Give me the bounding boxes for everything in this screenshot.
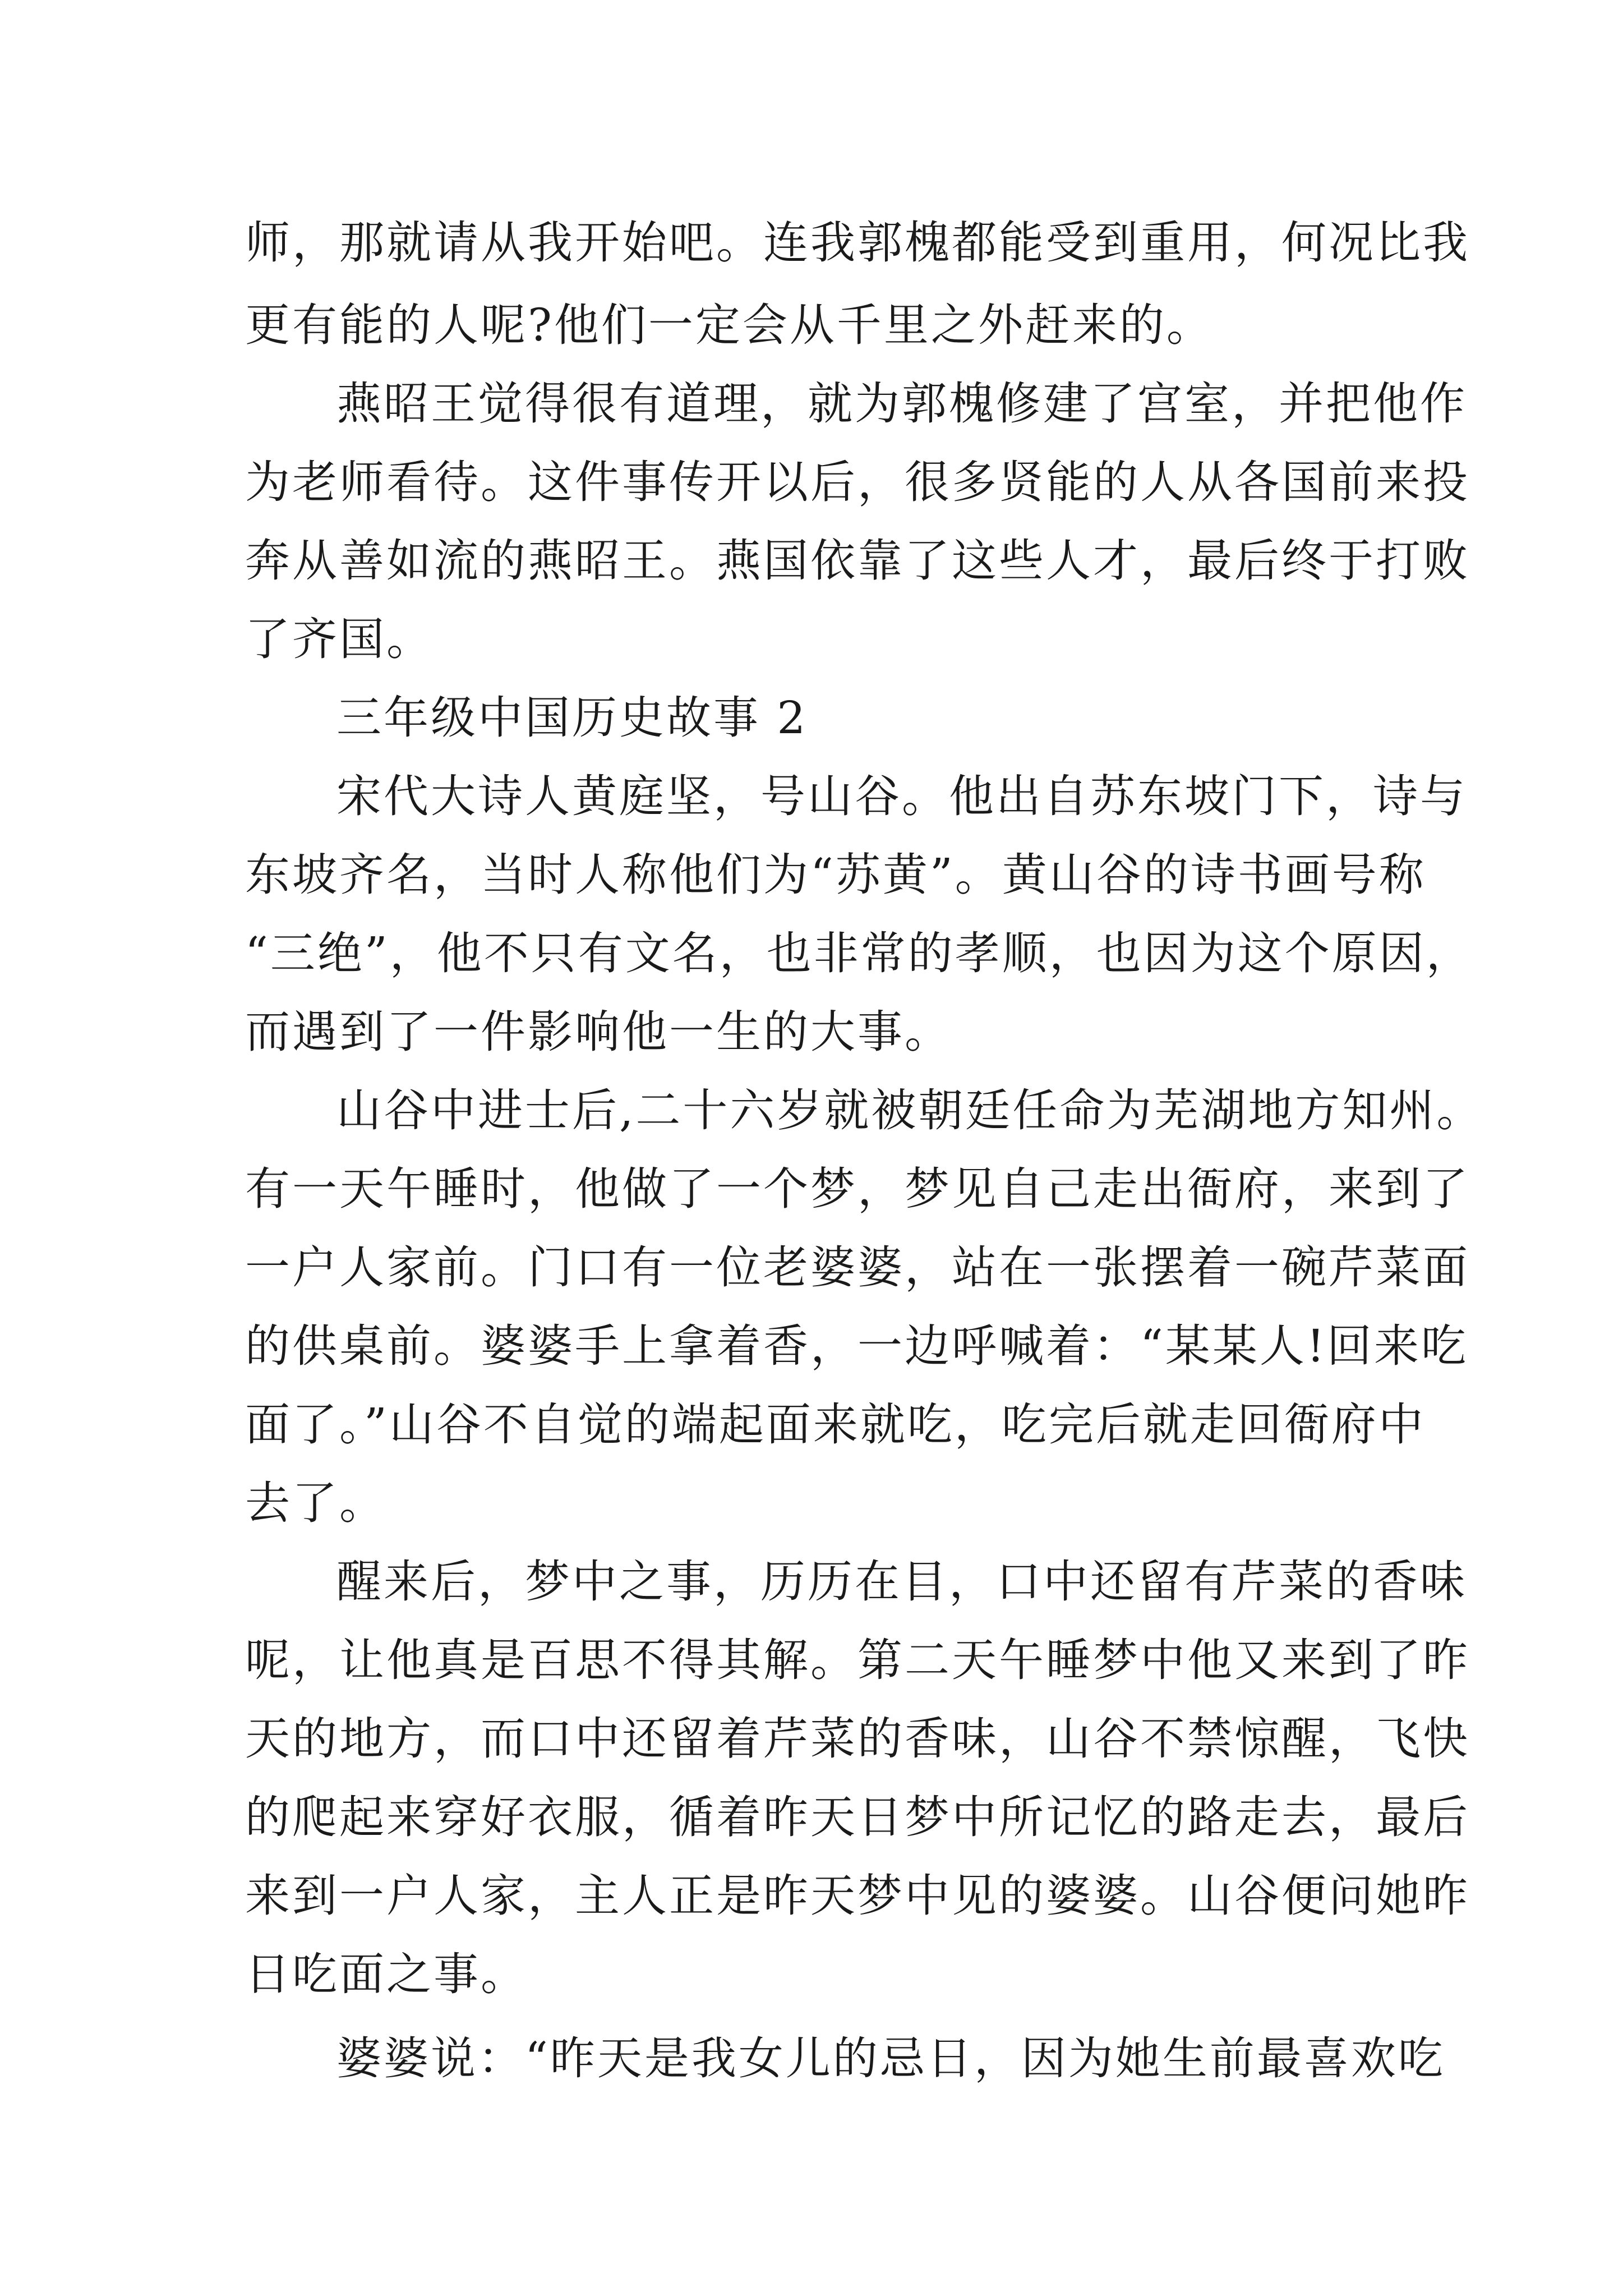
text-line: 师，那就请从我开始吧。连我郭槐都能受到重用，何况比我: [245, 217, 1470, 269]
text-line: 醒来后，梦中之事，历历在目，口中还留有芹菜的香味: [336, 1556, 1467, 1608]
text-line: 宋代大诗人黄庭坚，号山谷。他出自苏东坡门下，诗与: [336, 770, 1467, 822]
text-line: 有一天午睡时，他做了一个梦，梦见自己走出衙府，来到了: [245, 1163, 1470, 1215]
text-line: 日吃面之事。: [245, 1948, 528, 2000]
text-line: 婆婆说：“昨天是我女儿的忌日，因为她生前最喜欢吃: [336, 2032, 1445, 2085]
text-line: 呢，让他真是百思不得其解。第二天午睡梦中他又来到了昨: [245, 1634, 1470, 1686]
text-line: 更有能的人呢?他们一定会从千里之外赶来的。: [245, 299, 1214, 351]
text-line: 天的地方，而口中还留着芹菜的香味，山谷不禁惊醒，飞快: [245, 1713, 1470, 1765]
text-line: 来到一户人家，主人正是昨天梦中见的婆婆。山谷便问她昨: [245, 1870, 1470, 1922]
text-line: 去了。: [245, 1477, 386, 1529]
text-line: 面了。”山谷不自觉的端起面来就吃，吃完后就走回衙府中: [245, 1398, 1426, 1451]
text-line: 的供桌前。婆婆手上拿着香，一边呼喊着：“某某人!回来吃: [245, 1320, 1469, 1372]
text-line: 为老师看待。这件事传开以后，很多贤能的人从各国前来投: [245, 456, 1470, 508]
text-line: 奔从善如流的燕昭王。燕国依靠了这些人才，最后终于打败: [245, 535, 1470, 587]
text-line: 山谷中进士后,二十六岁就被朝廷任命为芜湖地方知州。: [336, 1084, 1484, 1137]
text-line: 的爬起来穿好衣服，循着昨天日梦中所记忆的路走去，最后: [245, 1791, 1470, 1843]
text-line: 而遇到了一件影响他一生的大事。: [245, 1006, 952, 1058]
text-line: 一户人家前。门口有一位老婆婆，站在一张摆着一碗芹菜面: [245, 1241, 1470, 1294]
text-line: 了齐国。: [245, 613, 434, 665]
text-line: “三绝”，他不只有文名，也非常的孝顺，也因为这个原因，: [245, 927, 1473, 979]
text-line: 燕昭王觉得很有道理，就为郭槐修建了宫室，并把他作: [336, 378, 1467, 430]
section-heading: 三年级中国历史故事 2: [336, 692, 808, 744]
text-line: 东坡齐名，当时人称他们为“苏黄”。黄山谷的诗书画号称: [245, 849, 1426, 901]
